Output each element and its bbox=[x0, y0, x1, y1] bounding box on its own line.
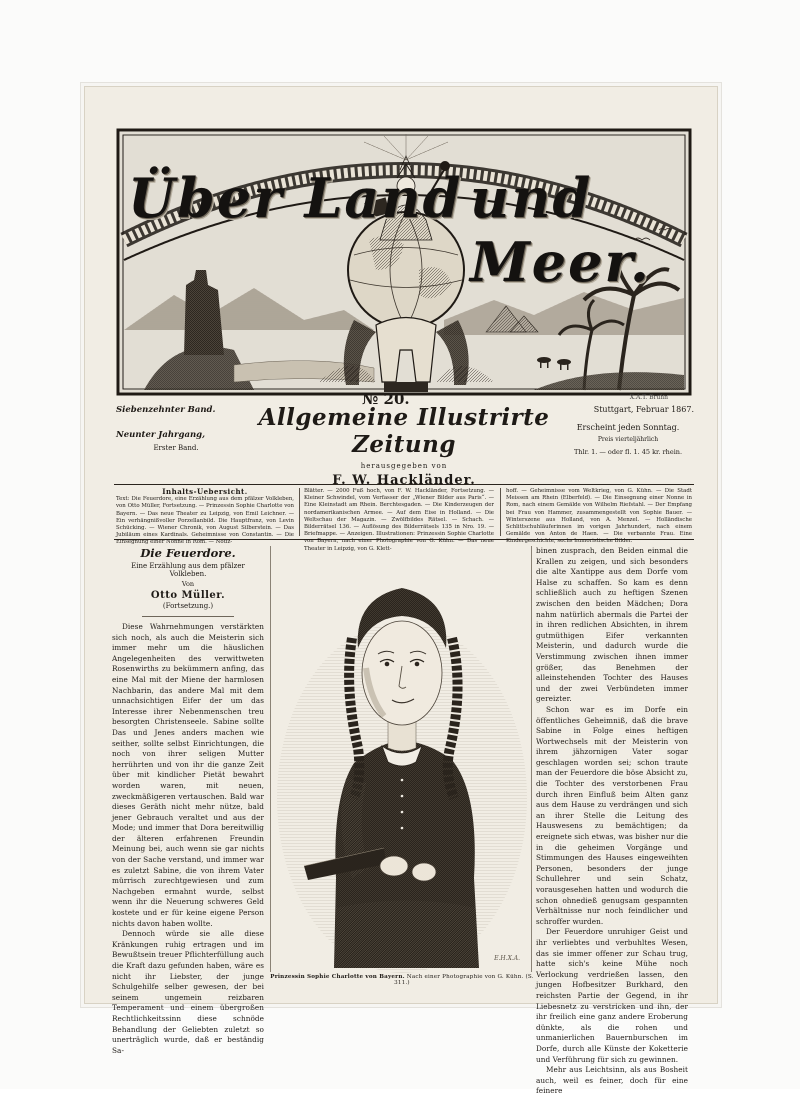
divider-rule bbox=[142, 616, 234, 617]
paragraph: Diese Wahrnehmungen verstärkten sich noch, als auch die Meisterin sich immer mehr um die häuslichen Angelegenheiten des verwittweten Rosenwirths zu bekümmern anfing, das eine Mal mit der Miene der harmlosen Nachbarin, das andere Mal mit dem unnachsichtigen Eifer der um das Interesse ihrer Nebenmenschen treu besorgten Christenseele. Sabine sollte Das und Jenes anders machen wie seither, sollte selbst Einrichtungen, die noch von ihrer seligen Mutter herrührten und von ihr die ganze Zeit über mit kindlicher Pietät bewahrt worden waren, mit neuen, zweckmäßigeren vertauschen. Bald war dieses Geräth nicht mehr nütze, bald jener Gebrauch veraltet und aus der Mode; und immer that Dora bereitwillig der älteren erfahrenen Freundin Meinung bei, auch wenn sie gar nichts von der Sache verstand, und immer war es zuletzt Sabine, die von ihrem Vater mürrisch zurechtgewiesen und zum Nachgeben ermahnt wurde, selbst wenn ihr die Neuerung schweres Geld kostete und er für keine eigene Person nichts davon haben wollte. bbox=[112, 622, 264, 928]
masthead-title-right: und Meer. bbox=[470, 166, 651, 294]
portrait-caption bbox=[270, 974, 534, 986]
paragraph: Der Feuerdore unruhiger Geist und ihr verliebtes und verbuhltes Wesen, das sie immer offener zur Schau trug, hatte sich's keine Mühe noch Verlockung verdrießen lassen, den jungen Hofbesitzer Burkhard, den reichsten Partie der Gegend, in ihr Liebesnetz zu verstricken und ihn, der ihr freilich eine ganz andere Eroberung dünkte, als die rohen und unmanierlichen Bauernburschen im Dorfe, durch alle Künste der Koketterie und Verführung für sich zu gewinnen. bbox=[536, 927, 688, 1064]
masthead bbox=[114, 120, 694, 430]
masthead-title-left: Über Land bbox=[128, 166, 463, 230]
portrait-illustration bbox=[274, 548, 530, 968]
engraver-signature: X.A.T. Bruhn bbox=[629, 394, 668, 401]
publication-subtitle: Allgemeine Illustrirte Zeitung bbox=[258, 404, 550, 458]
story-text-right bbox=[536, 546, 688, 1097]
story-column-left bbox=[112, 546, 264, 1056]
story-by: Von bbox=[181, 580, 195, 588]
publication-schedule: Erscheint jeden Sonntag. bbox=[576, 423, 680, 432]
price: Thlr. 1. — oder fl. 1. 45 kr. rhein. bbox=[573, 448, 683, 456]
contents-divider bbox=[500, 488, 501, 536]
paragraph: Schon war es im Dorfe ein öffentliches Geheimniß, daß die brave Sabine in Folge eines heftigen Wortwechsels mit der Meisterin von ihrem jähzornigen Vater sogar geschlagen worden sei; schon traute man der Feuerdore die böse Absicht zu, die Tochter des verstorbenen Frau durch ihren Einfluß beim Alten ganz aus dem Hause zu verdrängen und sich an ihrer Stelle die Leitung des Hauswesens zu bemächtigen; da ereignete sich etwas, was bisher nur die in die geheimen Vorgänge und Stimmungen des Hauses eingeweihten Personen, besonders der junge Schullehrer und sein Schatz, vorausgesehen hatten und wodurch die schon ohnedieß genugsam gespannten Verhältnisse nur noch feindlicher und schroffer wurden. bbox=[536, 704, 688, 926]
price-note: Preis vierteljährlich bbox=[597, 436, 659, 443]
issue-number: № 20. bbox=[362, 390, 410, 408]
column-rule bbox=[531, 546, 532, 972]
newspaper-page bbox=[84, 86, 718, 1096]
contents-text-3: hoff. — Geheimnisse vom Weltkrieg, von G. Kühn. — Die Stadt Meissen am Rhein (Elberfeld). — Die Einsegnung einer Nonne in Rom, nach einem Gemälde von Wilhelm Riefstahl. — Der Empfang bei Frau von Hammer, zusammengestellt von Sophie Bauer. — Winterszene aus Holland, von A. Menzel. — Holländische Schlittschuhläuferinnen im vorigen Jahrhundert, nach einem Gemälde von Anton de Haen. — Die verbannte Frau. Eine Kindergeschichte, sechs humoristische Bilder. bbox=[506, 488, 692, 545]
story-text-left bbox=[112, 622, 264, 1056]
publication-band bbox=[114, 404, 694, 488]
date-price-info bbox=[562, 404, 694, 458]
year-label: Neunter Jahrgang, bbox=[116, 430, 206, 440]
volume-label: Siebenzehnter Band. bbox=[116, 405, 216, 415]
caption-credit: Nach einer Photographie von G. Kühn. (S. 311.) bbox=[394, 974, 534, 986]
contents-divider bbox=[299, 488, 300, 536]
story-continued: (Fortsetzung.) bbox=[162, 602, 214, 610]
paragraph: binen zusprach, den Beiden einmal die Krallen zu zeigen, und sich besonders die alte Xantippe aus dem Dorfe vom Halse zu schaffen. So kam es denn schließlich auch zu heftigen Szenen zwischen den beiden Mädchen; Dora nahm natürlich abermals die Partei der in ihren redlichen Absichten, in ihrem gutmüthigen Eifer verkannten Meisterin, und dadurch wurde die Verstimmung zwischen ihnen immer größer, das Benehmen der alleinstehenden Tochter des Hauses und der zwei Verbündeten immer gereizter. bbox=[536, 546, 688, 704]
engraver-monogram: E.H.X.A. bbox=[494, 955, 520, 962]
paragraph: Mehr aus Leichtsinn, als aus Bosheit auch, weil es feiner, doch für eine feinere bbox=[536, 1065, 688, 1096]
subtitle-block bbox=[254, 404, 554, 488]
contents-heading: Inhalts-Uebersicht. bbox=[162, 487, 248, 496]
story-author: Otto Müller. bbox=[150, 590, 226, 601]
contents-text-1: Text: Die Feuerdore, eine Erzählung aus dem pfälzer Volkleben, von Otto Müller, Fortsetzung. — Prinzessin Sophie Charlotte von Bayern. — Das neue Theater zu Leipzig, von Emil Leichner. — Ein verhängnißvoller Porzellanbild. Die Hauptfranz, von Levin Schücking. — Wiener Chronik, von August Silberstein. — Das Jubiläum eines Kardinals. Geheimnisse von Constantin. — Die Einsegnung einer Nonne in Rom. — Notiz- bbox=[116, 496, 294, 546]
contents-column-2 bbox=[304, 488, 494, 553]
volume-info bbox=[116, 404, 236, 455]
story-column-right bbox=[536, 546, 688, 1097]
year-sub-label: Erster Band. bbox=[153, 444, 199, 452]
contents-column-1 bbox=[116, 488, 294, 547]
story-title: Die Feuerdore. bbox=[140, 546, 236, 560]
column-rule bbox=[270, 546, 271, 972]
editor-name: F. W. Hackländer. bbox=[332, 473, 476, 488]
contents-column-3 bbox=[506, 488, 692, 546]
publication-date: Stuttgart, Februar 1867. bbox=[593, 405, 694, 414]
portrait-engraving bbox=[274, 548, 530, 968]
paragraph: Dennoch würde sie alle diese Kränkungen ruhig ertragen und im Bewußtsein treuer Pflichterfüllung auch die Kraft dazu gefunden haben, wäre es nicht ihr Liebster, der junge Schulgehilfe selber gewesen, der bei seinem ungemein reizbaren Temperament und einem übergroßen Rechtlichkeitssinn diese schnöde Behandlung der Geliebten zuletzt so unerträglich wurde, daß er beständig Sa- bbox=[112, 929, 264, 1055]
contents-overview bbox=[114, 484, 694, 552]
caption-title: Prinzessin Sophie Charlotte von Bayern. bbox=[270, 974, 405, 980]
herausgegeben-label: herausgegeben von bbox=[360, 462, 448, 470]
contents-text-2: Blätter. — 2000 Fuß hoch, von F. W. Hackländer, Fortsetzung. — Kleiner Schwindel, vom Verfasser der „Wiener Bilder aus Paris“. — Eine Kleinstadt am Rhein. Berchtesgaden. — Die Kinderzeugen der nordamerikanischen Armee. — Auf dem Eise in Holland. — Die Weltschau der Magazin. — Zwölfbildes Rätsel. — Schach. — Bilderrätsel 136. — Auflösung des Bilderrätsels 135 in Nro. 19. — Briefmappe. — Anzeigen. Illustrationen: Prinzessin Sophie Charlotte von Bayern, nach einer Photographie von G. Kühn. — Das neue Theater in Leipzig, von G. Klett- bbox=[304, 488, 494, 552]
story-subtitle: Eine Erzählung aus dem pfälzer Volkleben. bbox=[131, 562, 245, 578]
